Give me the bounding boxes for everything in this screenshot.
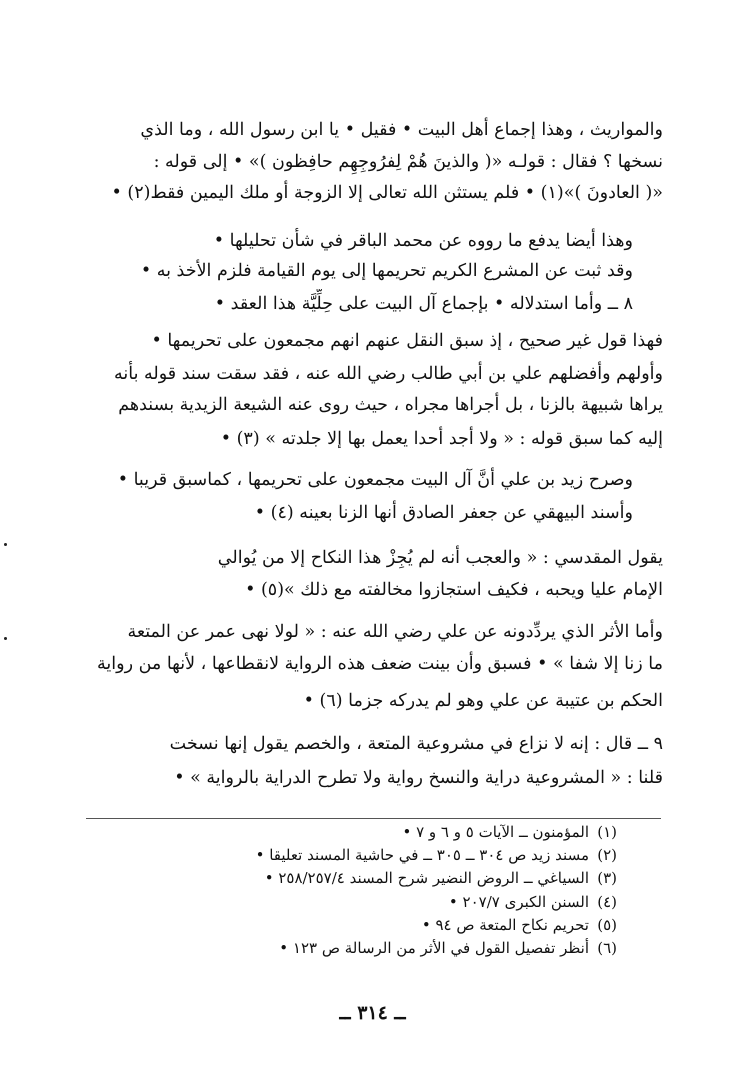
text-line: فهذا قول غير صحيح ، إذ سبق النقل عنهم انهم مجمعون على تحريمها • [151, 331, 663, 351]
footnote-text: المؤمنون ــ الآيات ٥ و ٦ و ٧ • [402, 823, 589, 841]
footnote [97, 844, 617, 866]
text-line: ٨ ــ وأما استدلاله • بإجماع آل البيت على حِلِّيَّة هذا العقد • [214, 294, 633, 314]
footnote [97, 821, 617, 843]
margin-mark [4, 543, 7, 546]
footnote-text: السنن الكبرى ٢٠٧/٧ • [448, 893, 589, 911]
text-line: الإمام عليا ويحبه ، فكيف استجازوا مخالفته مع ذلك »(٥) • [245, 580, 663, 600]
text-line: وأولهم وأفضلهم علي بن أبي طالب رضي الله عنه ، فقد سقت سند قوله بأنه [114, 364, 663, 384]
text-line: وقد ثبت عن المشرع الكريم تحريمها إلى يوم القيامة فلزم الأخذ به • [140, 261, 633, 281]
text-line: يقول المقدسي : « والعجب أنه لم يُجِزْ هذا النكاح إلا من يُوالي [217, 548, 663, 568]
text-line: ما زنا إلا شفا » • فسبق وأن بينت ضعف هذه الرواية لانقطاعها ، لأنها من رواية [97, 654, 663, 674]
footnote-text: مسند زيد ص ٣٠٤ ــ ٣٠٥ ــ في حاشية المسند تعليقا • [255, 846, 589, 864]
footnote-number: (٤) [597, 893, 617, 911]
text-line: «( العادونَ )»(١) • فلم يستثن الله تعالى إلا الزوجة أو ملك اليمين فقط(٢) • [111, 183, 663, 203]
footnote-number: (٢) [597, 846, 617, 864]
footnote-separator [86, 818, 661, 819]
footnote-number: (١) [597, 823, 617, 841]
footnote [97, 937, 617, 959]
margin-mark [4, 637, 7, 640]
footnote-number: (٣) [597, 869, 617, 887]
text-line: قلنا : « المشروعية دراية والنسخ رواية ولا تطرح الدراية بالرواية » • [174, 768, 663, 788]
footnote-text: السياغي ــ الروض النضير شرح المسند ٢٥٨/٢٥٧/٤ • [264, 869, 589, 887]
page-number: ــ ٣١٤ ــ [339, 1002, 406, 1024]
text-line: وأسند البيهقي عن جعفر الصادق أنها الزنا بعينه (٤) • [254, 503, 633, 523]
footnote-text: أنظر تفصيل القول في الأثر من الرسالة ص ١٢٣ • [279, 939, 589, 957]
footnote [97, 891, 617, 913]
text-line: والمواريث ، وهذا إجماع أهل البيت • فقيل • يا ابن رسول الله ، وما الذي [140, 120, 663, 140]
footnote-text: تحريم نكاح المتعة ص ٩٤ • [421, 916, 589, 934]
text-line: وصرح زيد بن علي أنَّ آل البيت مجمعون على تحريمها ، كماسبق قريبا • [117, 470, 633, 490]
footnote-number: (٥) [597, 916, 617, 934]
text-line: وهذا أيضا يدفع ما رووه عن محمد الباقر في شأن تحليلها • [213, 231, 633, 251]
text-line: نسخها ؟ فقال : قولـه «( والذينَ هُمْ لِفرُوجِهِم حافِظون )» • إلى قوله : [153, 152, 663, 172]
text-line: إليه كما سبق قوله : « ولا أجد أحدا يعمل بها إلا جلدته » (٣) • [220, 429, 663, 449]
footnote [97, 867, 617, 889]
footnote [97, 914, 617, 936]
text-line: وأما الأثر الذي يردِّدونه عن علي رضي الله عنه : « لولا نهى عمر عن المتعة [127, 622, 663, 642]
footnote-number: (٦) [597, 939, 617, 957]
text-line: يراها شبيهة بالزنا ، بل أجراها مجراه ، حيث روى عنه الشيعة الزيدية بسندهم [118, 395, 663, 415]
text-line: الحكم بن عتيبة عن علي وهو لم يدركه جزما (٦) • [303, 691, 663, 711]
text-line: ٩ ــ قال : إنه لا نزاع في مشروعية المتعة ، والخصم يقول إنها نسخت [169, 734, 663, 754]
